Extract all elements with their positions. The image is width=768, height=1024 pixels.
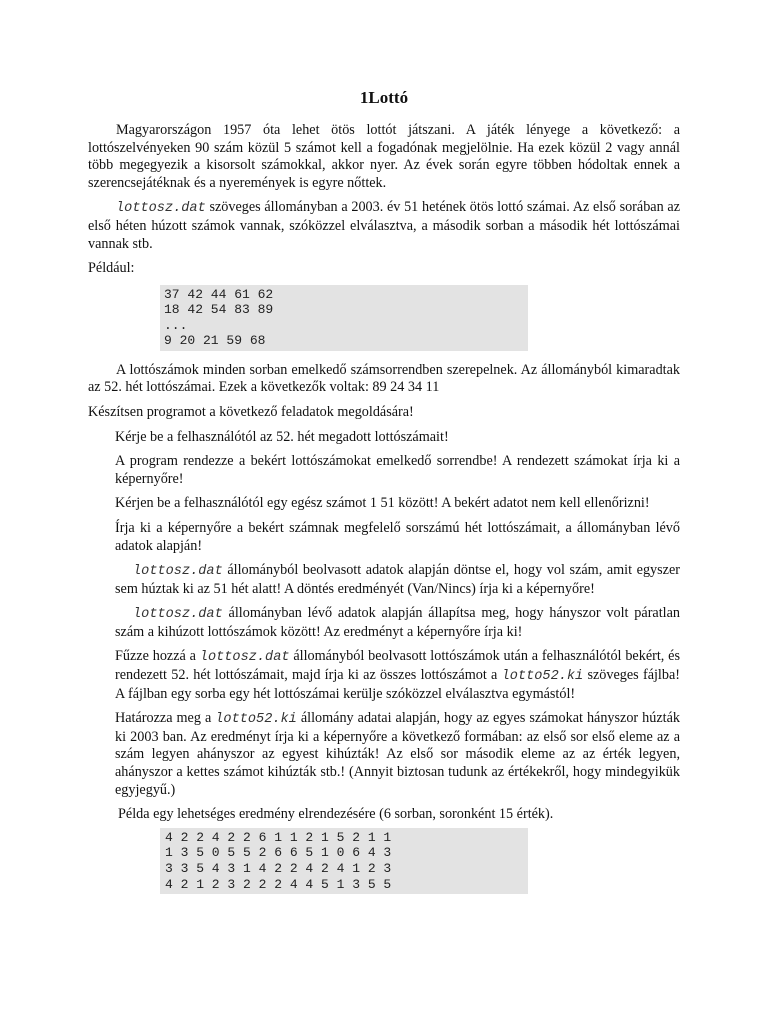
task-8-text-a: Határozza meg a <box>115 710 216 727</box>
result-code-box: 4 2 2 4 2 2 6 1 1 2 1 5 2 1 1 1 3 5 0 5 5 2 6 6 5 1 0 6 4 3 3 3 5 4 3 1 4 2 2 4 2 4 1 2 3 4 2 1 2 3 2 2 2 4 4 5 1 3 5 5 <box>160 828 528 894</box>
missing-numbers-paragraph: A lottószámok minden sorban emelkedő számsorrendben szerepelnek. Az állományból kimaradtak az 52. hét lottószámai. Ezek a következők voltak: 89 24 34 11 <box>88 361 680 396</box>
result-label: Példa egy lehetséges eredmény elrendezésére (6 sorban, soronként 15 érték). <box>118 806 554 823</box>
task-intro: Készítsen programot a következő feladatok megoldására! <box>88 403 414 420</box>
filename: lottosz.dat <box>133 607 223 623</box>
filename: lottosz.dat <box>116 201 206 217</box>
task-5-text: állományból beolvasott adatok alapján döntse el, hogy vol szám, amit egyszer sem húztak ki az 51 hét alatt! A döntés eredményét (Van/Nincs) írja ki a képernyőre! <box>115 562 680 597</box>
example-code-box: 37 42 44 61 62 18 42 54 83 89 ... 9 20 21 59 68 <box>160 285 528 351</box>
filename: lotto52.ki <box>501 669 584 685</box>
task-7-text-a: Fűzze hozzá a <box>115 648 200 665</box>
example-label: Például: <box>88 260 135 277</box>
task-3: Kérjen be a felhasználótól egy egész számot 1 51 között! A bekért adatot nem kell ellenőrizni! <box>115 495 650 512</box>
filename: lottosz.dat <box>133 564 223 580</box>
data-file-text: szöveges állományban a 2003. év 51 hetének ötös lottó számai. Az első sorában az első héten húzott számok vannak, szóközzel elválasztva, a második sorban a második hét lottószámai vannak stb. <box>88 199 680 252</box>
task-2: A program rendezze a bekért lottószámokat emelkedő sorrendbe! A rendezett számokat írja ki a képernyőre! <box>115 453 680 487</box>
task-4: Írja ki a képernyőre a bekért számnak megfelelő sorszámú hét lottószámait, a állományban lévő adatok alapján! <box>115 519 680 554</box>
task-6 <box>115 605 680 641</box>
page-title: 1Lottó <box>359 88 409 107</box>
task-6-text: állományban lévő adatok alapján állapítsa meg, hogy hányszor volt páratlan szám a kihúzott lottószámok között! Az eredményt a képernyőre írja ki! <box>115 605 680 640</box>
task-8 <box>115 710 680 799</box>
intro-paragraph: Magyarországon 1957 óta lehet ötös lottót játszani. A játék lényege a következő: a lottószelvényeken 90 szám közül 5 számot kell a fogadónak megjelölnie. Ha ezek közül 2 vagy annál több megegyezik a kisorsolt számokkal, akkor nyer. Az évek során egyre többen hódoltak ennek a szerencsejátéknak és a nyeremények is egyre nőttek. <box>88 122 680 191</box>
task-8-text-b: állomány adatai alapján, hogy az egyes számokat hányszor húzták ki 2003 ban. Az eredményt írja ki a képernyőre a következő formában: az első sor első eleme az a szám legyen ahányszor az egyest kihúzták! Az első sor második eleme az az érték legyen, ahányszor a kettes számot kihúzták stb.! (Annyit biztosan tudunk az értékekről, hogy mindegyikük egyjegyű.) <box>115 710 680 798</box>
data-file-paragraph <box>88 199 680 253</box>
task-7-text-c: szöveges fájlba! A fájlban egy sorba egy hét lottószámai kerülje szóközzel elválasztva egymástól! <box>115 667 680 702</box>
task-7-text-b: állományból beolvasott lottószámok után a felhasználótól bekért, és rendezett 52. hét lottószámait, majd írja ki az összes lottószámot a <box>115 648 680 684</box>
filename: lottosz.dat <box>199 650 290 666</box>
task-5 <box>115 562 680 598</box>
filename: lotto52.ki <box>215 712 297 728</box>
document-body <box>88 122 680 894</box>
task-7 <box>115 648 680 703</box>
task-1: Kérje be a felhasználótól az 52. hét megadott lottószámait! <box>115 428 449 445</box>
